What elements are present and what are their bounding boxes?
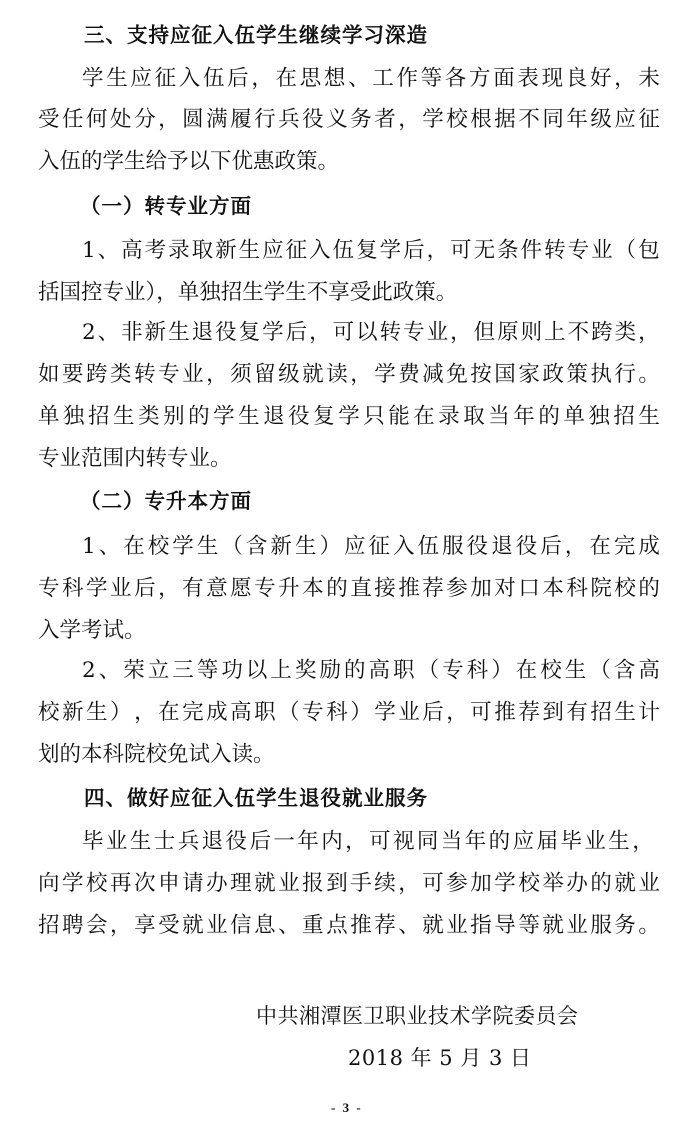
subsection-heading-2: （二）专升本方面 xyxy=(80,489,252,513)
paragraph-line: 划的本科院校免试入读。 xyxy=(38,742,275,767)
paragraph-line: 2 、 荣 立 三 等 功 以 上 奖 励 的 高 职 （ 专 科 ） 在 校 生 （ 含 高 xyxy=(82,658,660,683)
paragraph-line: 1 、 高 考 录 取 新 生 应 征 入 伍 复 学 后 ， 可 无 条 件 转 专 业 （ 包 xyxy=(82,238,660,263)
paragraph-line: 1 、 在 校 学 生 （ 含 新 生 ） 应 征 入 伍 服 役 退 役 后 ， 在 完 成 xyxy=(82,534,660,559)
paragraph-line: 如 要 跨 类 转 专 业 ， 须 留 级 就 读 ， 学 费 减 免 按 国 家 政 策 执 行 。 xyxy=(38,362,660,387)
paragraph-line: 入伍的学生给予以下优惠政策。 xyxy=(38,149,340,174)
paragraph-line: 括国控专业），单独招生学生不享受此政策。 xyxy=(38,280,458,305)
paragraph-line: 校 新 生 ） ， 在 完 成 高 职 （ 专 科 ） 学 业 后 ， 可 推 荐 到 有 招 生 计 xyxy=(38,700,660,725)
paragraph-line: 学 生 应 征 入 伍 后 ， 在 思 想 、 工 作 等 各 方 面 表 现 良 好 ， 未 xyxy=(82,66,660,91)
paragraph-line: 单 独 招 生 类 别 的 学 生 退 役 复 学 只 能 在 录 取 当 年 的 单 独 招 生 xyxy=(38,404,660,429)
paragraph-line: 专业范围内转专业。 xyxy=(38,446,232,471)
paragraph-line: 受 任 何 处 分 ， 圆 满 履 行 兵 役 义 务 者 ， 学 校 根 据 不 同 年 级 应 征 xyxy=(38,107,660,132)
paragraph-line: 招 聘 会 ， 享 受 就 业 信 息 、 重 点 推 荐 、 就 业 指 导 等 就 业 服 务 。 xyxy=(38,913,660,938)
page-number: - 3 - xyxy=(331,1100,363,1115)
paragraph-line: 毕 业 生 士 兵 退 役 后 一 年 内 ， 可 视 同 当 年 的 应 届 毕 业 生 ， xyxy=(82,829,654,854)
subsection-heading-1: （一）转专业方面 xyxy=(80,194,252,218)
signature-date: 2018 年 5 月 3 日 xyxy=(348,1046,532,1070)
section-heading-4: 四、做好应征入伍学生退役就业服务 xyxy=(84,786,428,810)
section-heading-3: 三、支持应征入伍学生继续学习深造 xyxy=(84,23,428,47)
paragraph-line: 2 、 非 新 生 退 役 复 学 后 ， 可 以 转 专 业 ， 但 原 则 上 不 跨 类 ， xyxy=(82,320,660,345)
paragraph-line: 入学考试。 xyxy=(38,618,146,643)
signature-organization: 中共湘潭医卫职业技术学院委员会 xyxy=(256,1004,579,1028)
paragraph-line: 向 学 校 再 次 申 请 办 理 就 业 报 到 手 续 ， 可 参 加 学 校 举 办 的 就 业 xyxy=(38,871,660,896)
paragraph-line: 专 科 学 业 后 ， 有 意 愿 专 升 本 的 直 接 推 荐 参 加 对 口 本 科 院 校 的 xyxy=(38,576,660,601)
